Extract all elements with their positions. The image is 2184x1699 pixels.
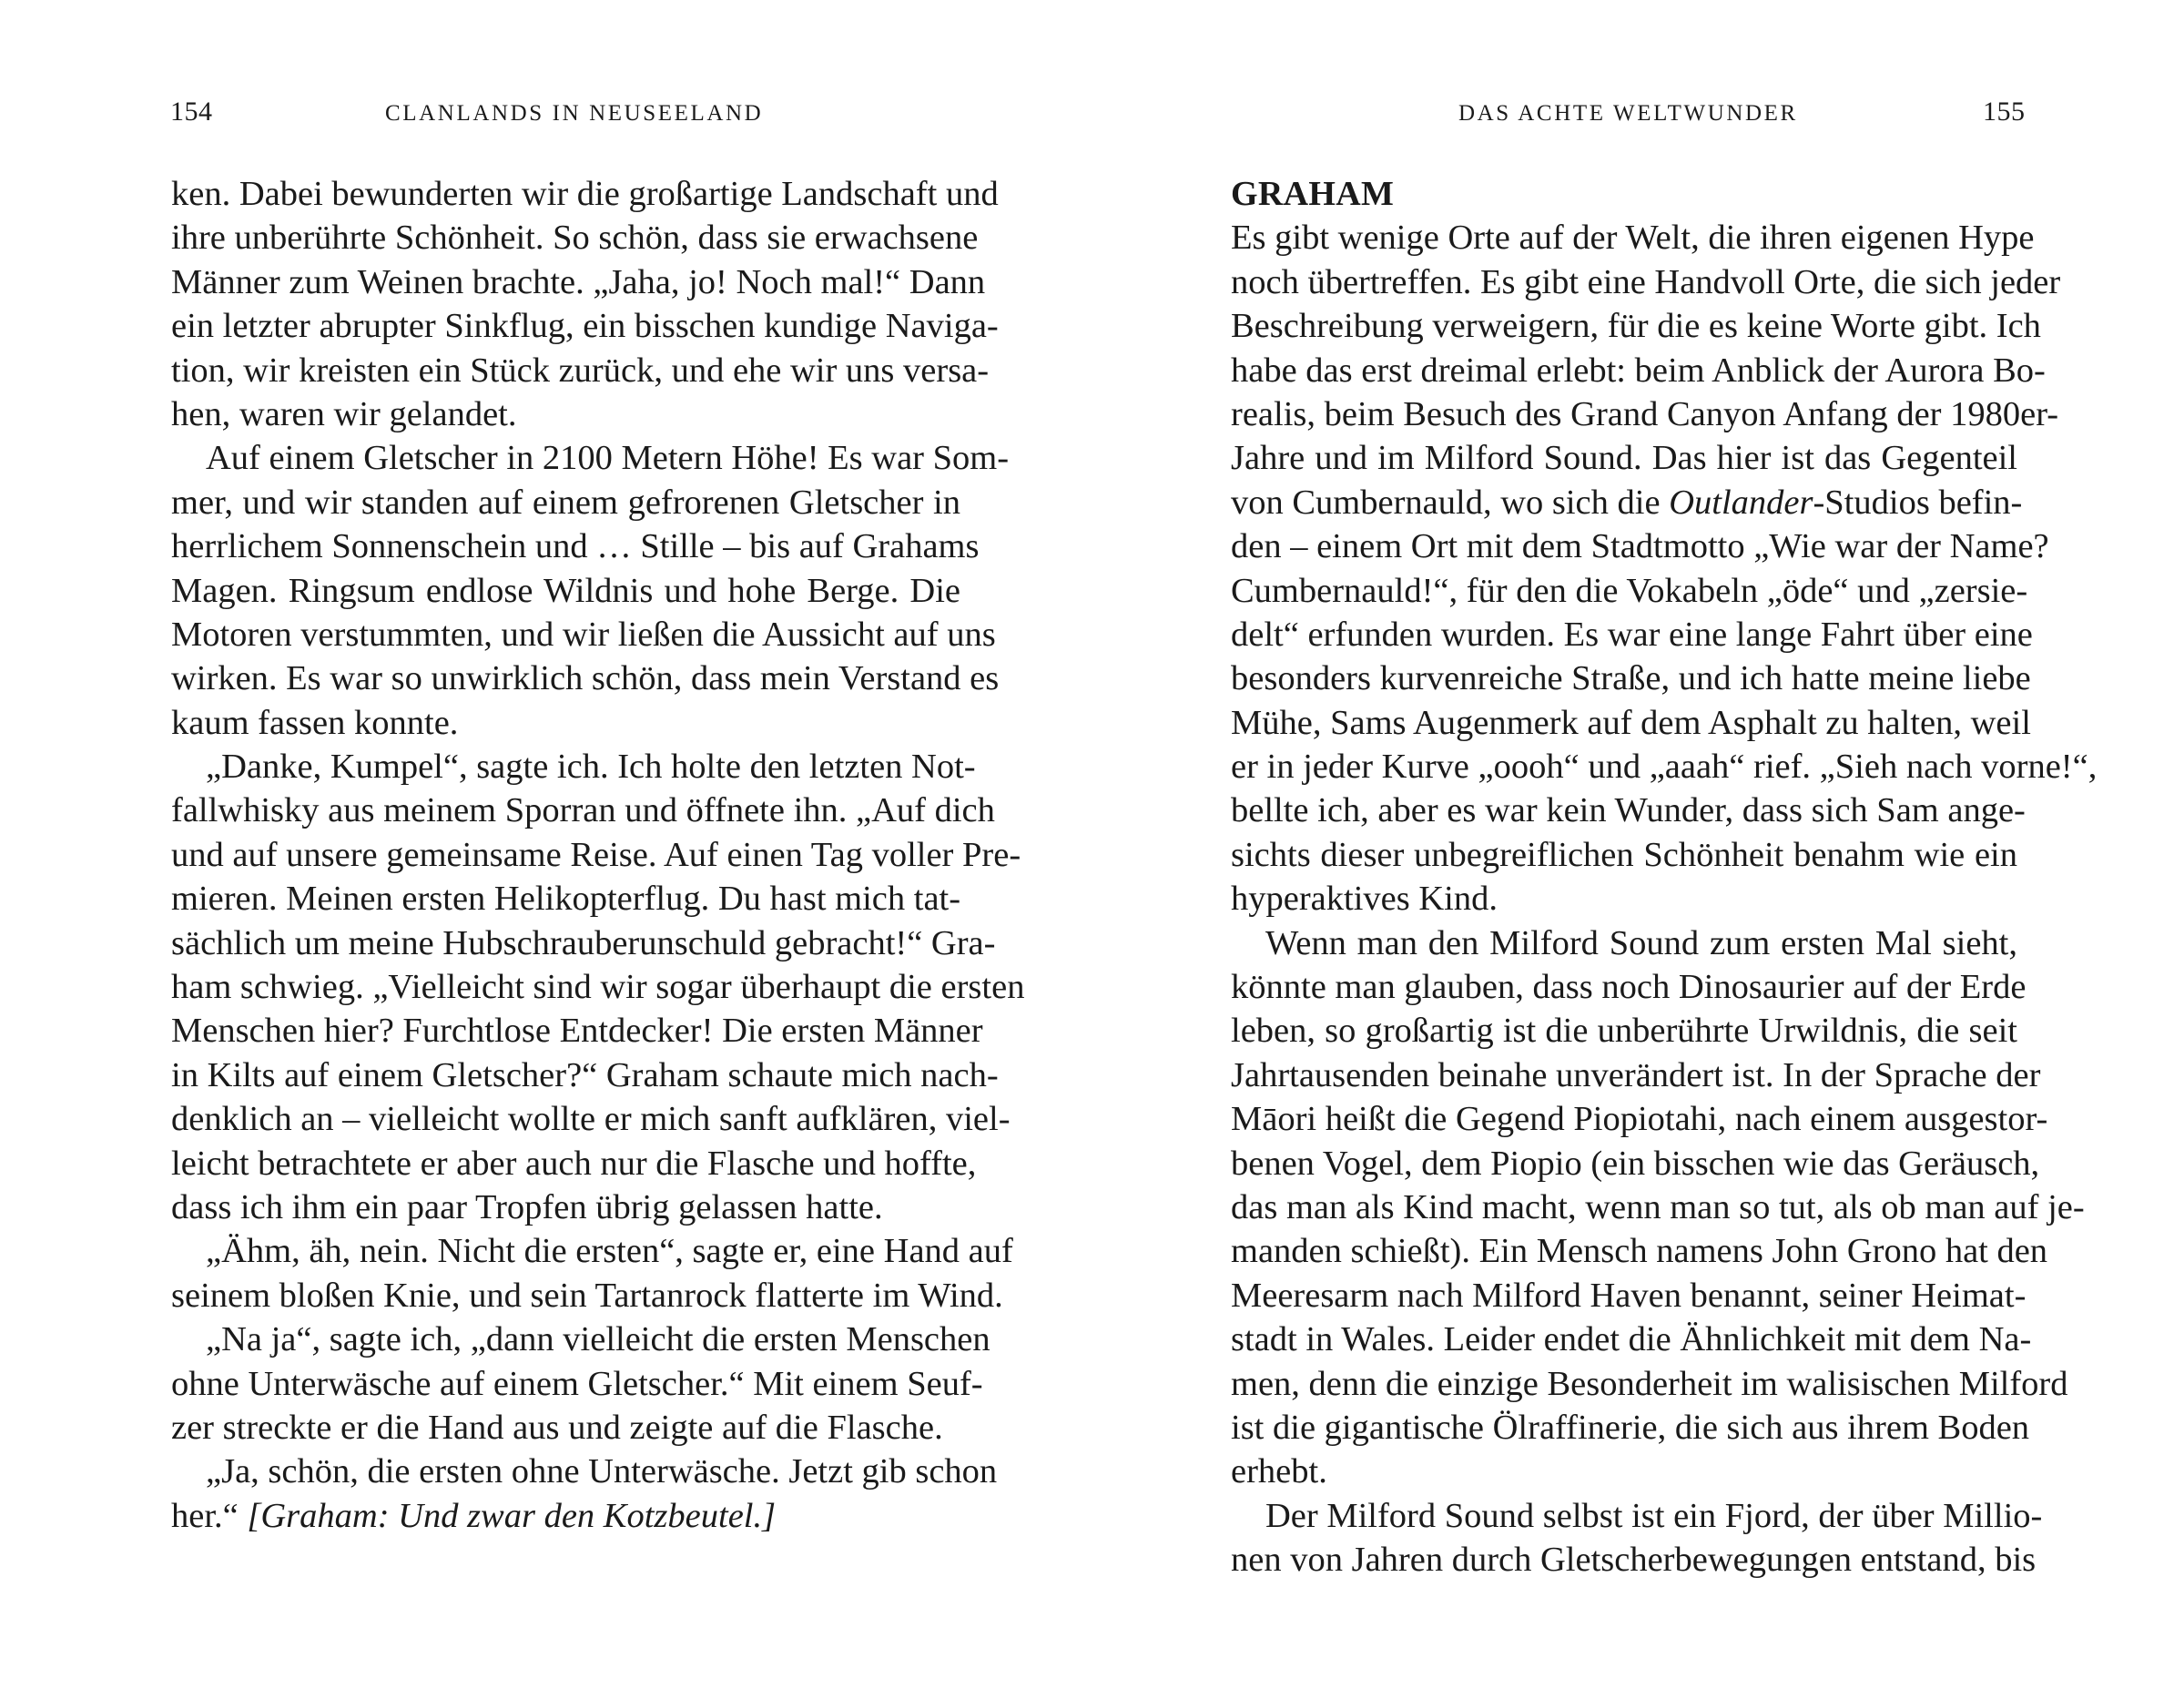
- text-line: [1231, 921, 2017, 965]
- page-number: 154: [170, 97, 213, 127]
- text-line-content: manden schießt). Ein Mensch namens John Grono hat den: [1231, 1232, 2048, 1271]
- text-line: [171, 921, 996, 965]
- text-line: [171, 1317, 990, 1361]
- text-line-tail: -Studios befin-: [1813, 483, 2023, 522]
- text-line: [171, 172, 999, 216]
- text-line: [171, 304, 999, 348]
- right-page: [1092, 0, 2184, 1699]
- running-head-chapter-title: DAS ACHTE WELTWUNDER: [1458, 101, 1798, 126]
- text-line-content: Motoren verstummten, und wir ließen die Aussicht auf uns: [171, 615, 996, 654]
- text-line-content: noch übertreffen. Es gibt eine Handvoll Orte, die sich jeder: [1231, 262, 2061, 301]
- text-line: [171, 436, 1010, 480]
- text-line: [171, 1142, 977, 1185]
- text-line-content: sichts dieser unbegreiflichen Schönheit benahm wie ein: [1231, 835, 2017, 874]
- text-line: [1231, 1494, 2043, 1538]
- text-line: [1231, 436, 2017, 480]
- text-line: [171, 1450, 998, 1493]
- text-line-content: nen von Jahren durch Gletscherbewegungen entstand, bis: [1231, 1541, 2037, 1580]
- text-line: [1231, 349, 2046, 392]
- text-line: [171, 965, 1025, 1009]
- text-line-content: könnte man glauben, dass noch Dinosaurier auf der Erde: [1231, 968, 2027, 1007]
- text-line-content: erhebt.: [1231, 1452, 1327, 1491]
- text-line-content: in Kilts auf einem Gletscher?“ Graham schaute mich nach-: [171, 1055, 999, 1094]
- text-line: [171, 877, 960, 921]
- text-line: [1231, 1450, 2017, 1493]
- text-line: [1231, 1274, 2027, 1317]
- text-line: [171, 349, 990, 392]
- text-line-content: von Cumbernauld, wo sich die: [1231, 483, 1670, 522]
- text-line: [1231, 613, 2033, 656]
- text-line: [1231, 1538, 2037, 1582]
- text-line: [1231, 965, 2027, 1009]
- text-line-content: her.“: [171, 1496, 248, 1535]
- text-line-content: Wenn man den Milford Sound zum ersten Mal sieht,: [1265, 923, 2017, 962]
- text-line: [1231, 656, 2031, 700]
- text-line: [1231, 745, 2098, 788]
- text-line-content: „Ja, schön, die ersten ohne Unterwäsche. Jetzt gib schon: [206, 1452, 998, 1491]
- text-line: [171, 788, 995, 832]
- text-line-content: mieren. Meinen ersten Helikopterflug. Du hast mich tat-: [171, 880, 961, 919]
- text-line-content: Jahre und im Milford Sound. Das hier ist das Gegenteil: [1231, 439, 2017, 478]
- text-line: [171, 1097, 1011, 1141]
- text-line-content: Der Milford Sound selbst ist ein Fjord, der über Millio-: [1265, 1496, 2043, 1535]
- text-line: [171, 701, 960, 745]
- text-line: [171, 481, 960, 524]
- text-line-content: Jahrtausenden beinahe unverändert ist. In der Sprache der: [1231, 1055, 2041, 1094]
- text-line: [171, 656, 1000, 700]
- text-line: [1231, 304, 2041, 348]
- text-line-content: herrlichem Sonnenschein und … Stille – bis auf Grahams: [171, 527, 980, 566]
- body-text-column: [1231, 172, 2098, 1582]
- text-line: [171, 569, 960, 613]
- text-line-content: men, denn die einzige Besonderheit im walisischen Milford: [1231, 1364, 2068, 1403]
- text-line-content: ihre unberührte Schönheit. So schön, dass sie erwachsene: [171, 219, 979, 258]
- text-line-content: ist die gigantische Ölraffinerie, die sich aus ihrem Boden: [1231, 1408, 2030, 1447]
- text-line-content: Meeresarm nach Milford Haven benannt, seiner Heimat-: [1231, 1276, 2027, 1315]
- text-line-content: realis, beim Besuch des Grand Canyon Anfang der 1980er-: [1231, 394, 2059, 433]
- text-line: [1231, 1317, 2032, 1361]
- text-line: [1231, 1406, 2030, 1450]
- text-line-content: leicht betrachtete er aber auch nur die Flasche und hoffte,: [171, 1144, 977, 1183]
- text-line-content: kaum fassen konnte.: [171, 703, 459, 742]
- text-line-content: Māori heißt die Gegend Piopiotahi, nach einem ausgestor-: [1231, 1100, 2048, 1139]
- text-line: [1231, 877, 2017, 921]
- section-heading: GRAHAM: [1231, 175, 1395, 213]
- text-line: [1231, 481, 2023, 524]
- text-line-content: Magen. Ringsum endlose Wildnis und hohe Berge. Die: [171, 571, 960, 610]
- text-line-content: leben, so großartig ist die unberührte Urwildnis, die seit: [1231, 1012, 2017, 1051]
- text-line: [1231, 788, 2026, 832]
- text-line-content: ken. Dabei bewunderten wir die großartige Landschaft und: [171, 175, 999, 213]
- text-line-content: zer streckte er die Hand aus und zeigte auf die Flasche.: [171, 1408, 943, 1447]
- text-line-content: fallwhisky aus meinem Sporran und öffnete ihn. „Auf dich: [171, 791, 995, 830]
- text-line-content: Mühe, Sams Augenmerk auf dem Asphalt zu halten, weil: [1231, 703, 2031, 742]
- text-line: [1231, 1229, 2048, 1273]
- text-line-content: bellte ich, aber es war kein Wunder, dass sich Sam ange-: [1231, 791, 2026, 830]
- text-line-content: hyperaktives Kind.: [1231, 880, 1498, 919]
- text-line-content: habe das erst dreimal erlebt: beim Anblick der Aurora Bo-: [1231, 351, 2046, 390]
- text-line-content: seinem bloßen Knie, und sein Tartanrock flatterte im Wind.: [171, 1276, 1003, 1315]
- italic-title: Outlander: [1669, 483, 1813, 522]
- text-line-content: sächlich um meine Hubschrauberunschuld gebracht!“ Gra-: [171, 923, 996, 962]
- text-line: [171, 216, 979, 259]
- text-line: [171, 1185, 960, 1229]
- text-line: [1231, 392, 2059, 436]
- text-line-content: Es gibt wenige Orte auf der Welt, die ihren eigenen Hype: [1231, 219, 2035, 258]
- text-line-content: hen, waren wir gelandet.: [171, 394, 517, 433]
- text-line: [171, 613, 996, 656]
- text-line: [171, 524, 980, 568]
- text-line: [1231, 833, 2017, 877]
- text-line-content: Beschreibung verweigern, für die es keine Worte gibt. Ich: [1231, 307, 2041, 346]
- text-line-content: stadt in Wales. Leider endet die Ähnlichkeit mit dem Na-: [1231, 1320, 2032, 1359]
- text-line-content: ein letzter abrupter Sinkflug, ein bisschen kundige Naviga-: [171, 307, 999, 346]
- running-head-book-title: CLANLANDS IN NEUSEELAND: [385, 101, 764, 126]
- text-line: [171, 1009, 983, 1053]
- text-line: [171, 833, 1021, 877]
- text-line: [1231, 260, 2061, 304]
- text-line-content: delt“ erfunden wurden. Es war eine lange Fahrt über eine: [1231, 615, 2033, 654]
- text-line: [171, 1362, 983, 1406]
- text-line-content: besonders kurvenreiche Straße, und ich hatte meine liebe: [1231, 659, 2031, 698]
- text-line-content: „Danke, Kumpel“, sagte ich. Ich holte den letzten Not-: [206, 748, 976, 787]
- text-line: [171, 1229, 1013, 1273]
- text-line-content: Cumbernauld!“, für den die Vokabeln „öde“ und „zersie-: [1231, 571, 2028, 610]
- text-line: [171, 1494, 960, 1538]
- text-line-content: ham schwieg. „Vielleicht sind wir sogar überhaupt die ersten: [171, 968, 1025, 1007]
- text-line: [1231, 524, 2049, 568]
- text-line-content: denklich an – vielleicht wollte er mich sanft aufklären, viel-: [171, 1100, 1011, 1139]
- text-line: [1231, 701, 2031, 745]
- text-line-content: wirken. Es war so unwirklich schön, dass mein Verstand es: [171, 659, 1000, 698]
- text-line-content: dass ich ihm ein paar Tropfen übrig gelassen hatte.: [171, 1187, 883, 1226]
- italic-annotation: [Graham: Und zwar den Kotzbeutel.]: [247, 1496, 777, 1535]
- text-line-content: und auf unsere gemeinsame Reise. Auf einen Tag voller Pre-: [171, 835, 1021, 874]
- text-line-content: den – einem Ort mit dem Stadtmotto „Wie war der Name?: [1231, 527, 2049, 566]
- text-line-content: „Ähm, äh, nein. Nicht die ersten“, sagte er, eine Hand auf: [206, 1232, 1013, 1271]
- text-line-content: ohne Unterwäsche auf einem Gletscher.“ Mit einem Seuf-: [171, 1364, 983, 1403]
- text-line: [1231, 569, 2028, 613]
- text-line: [171, 1406, 960, 1450]
- text-line: [1231, 1009, 2017, 1053]
- text-line: [1231, 1142, 2040, 1185]
- text-line: [1231, 1097, 2048, 1141]
- text-line-content: das man als Kind macht, wenn man so tut, als ob man auf je-: [1231, 1187, 2085, 1226]
- text-line: [171, 1053, 999, 1097]
- text-line: [171, 745, 976, 788]
- text-line-content: Auf einem Gletscher in 2100 Metern Höhe! Es war Som-: [206, 439, 1010, 478]
- text-line-content: benen Vogel, dem Piopio (ein bisschen wie das Geräusch,: [1231, 1144, 2040, 1183]
- text-line: [1231, 1362, 2068, 1406]
- text-line: [171, 1274, 1003, 1317]
- body-text-column: [171, 172, 1025, 1538]
- page-number: 155: [1983, 97, 2026, 127]
- text-line: [1231, 1053, 2041, 1097]
- text-line-content: er in jeder Kurve „oooh“ und „aaah“ rief. „Sieh nach vorne!“,: [1231, 748, 2098, 787]
- text-line: [171, 260, 986, 304]
- text-line-content: „Na ja“, sagte ich, „dann vielleicht die ersten Menschen: [206, 1320, 990, 1359]
- text-line-content: Menschen hier? Furchtlose Entdecker! Die ersten Männer: [171, 1012, 983, 1051]
- text-line: [1231, 216, 2035, 259]
- text-line-content: mer, und wir standen auf einem gefrorenen Gletscher in: [171, 483, 960, 522]
- text-line-content: tion, wir kreisten ein Stück zurück, und ehe wir uns versa-: [171, 351, 990, 390]
- text-line-content: Männer zum Weinen brachte. „Jaha, jo! Noch mal!“ Dann: [171, 262, 986, 301]
- text-line: [1231, 1185, 2085, 1229]
- text-line: [171, 392, 960, 436]
